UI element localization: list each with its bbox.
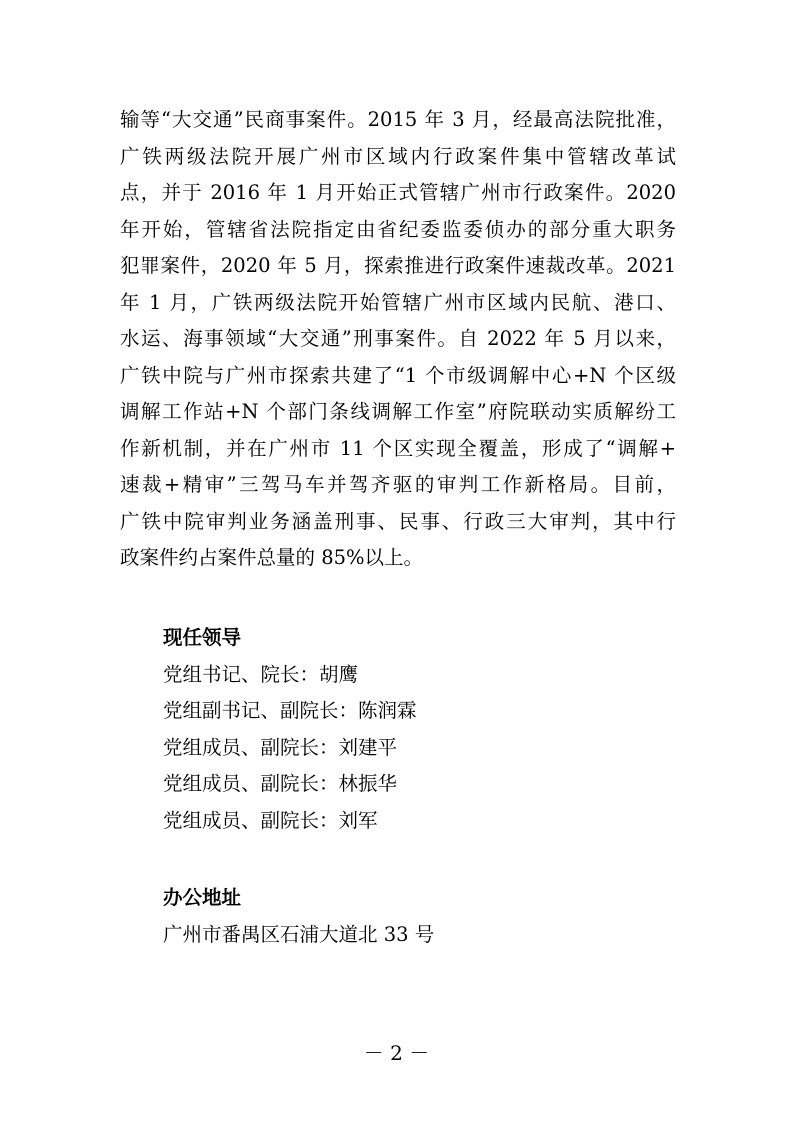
paragraph-line: 作新机制，并在广州市 11 个区实现全覆盖，形成了“调解+ [120,436,676,460]
leader-item: 党组副书记、副院长：陈润霖 [163,699,417,722]
leaders-heading: 现任领导 [163,626,242,649]
address-value: 广州市番禺区石浦大道北 33 号 [163,922,435,946]
paragraph-line: 广铁中院审判业务涵盖刑事、民事、行政三大审判，其中行 [120,509,676,533]
leader-item: 党组成员、副院长：刘军 [163,808,378,832]
paragraph-line: 政案件约占案件总量的 85%以上。 [120,546,424,569]
paragraph-line: 广铁两级法院开展广州市区域内行政案件集中管辖改革试 [120,144,676,168]
paragraph-line: 点，并于 2016 年 1 月开始正式管辖广州市行政案件。2020 [120,181,676,204]
body-paragraph [120,102,676,577]
page-number: － 2 － [363,1041,430,1065]
paragraph-line: 犯罪案件，2020 年 5 月，探索推进行政案件速裁改革。2021 [120,254,676,277]
leader-item: 党组成员、副院长：刘建平 [163,735,398,759]
address-heading: 办公地址 [163,886,242,909]
leaders-section [163,620,417,839]
leader-item: 党组成员、副院长：林振华 [163,772,398,795]
paragraph-line: 调解工作站+N 个部门条线调解工作室”府院联动实质解纷工 [120,400,676,423]
leader-item: 党组书记、院长：胡鹰 [163,662,359,686]
paragraph-line: 年 1 月，广铁两级法院开始管辖广州市区域内民航、港口、 [120,290,676,314]
paragraph-line: 速裁+精审”三驾马车并驾齐驱的审判工作新格局。目前， [120,473,676,496]
address-section [163,880,434,953]
paragraph-line: 输等“大交通”民商事案件。2015 年 3 月，经最高法院批准， [120,108,676,131]
paragraph-line: 广铁中院与广州市探索共建了“1 个市级调解中心+N 个区级 [120,363,676,387]
paragraph-line: 水运、海事领域“大交通”刑事案件。自 2022 年 5 月以来， [120,327,676,350]
paragraph-line: 年开始，管辖省法院指定由省纪委监委侦办的部分重大职务 [120,217,676,241]
